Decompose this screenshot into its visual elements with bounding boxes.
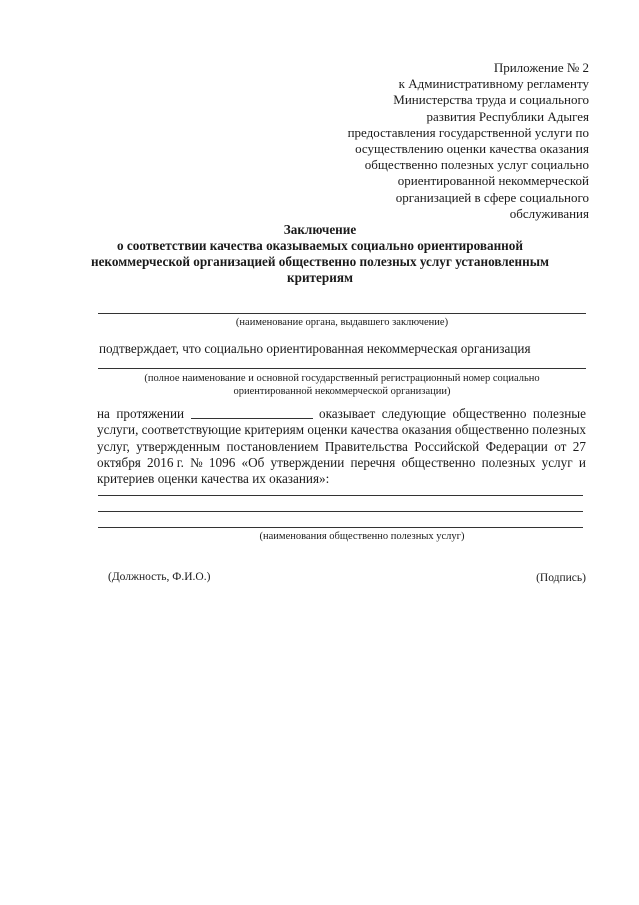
paragraph-word: № [190, 454, 203, 470]
paragraph-word: «Об [241, 454, 265, 470]
paragraph-word: 27 [572, 438, 586, 454]
appendix-line: осуществлению оценки качества оказания [355, 141, 589, 157]
paragraph-word: перечня [350, 454, 396, 470]
paragraph-word: оказания [401, 422, 452, 438]
paragraph-line [97, 471, 586, 487]
paragraph-line [97, 422, 586, 438]
paragraph-word: услуги, [97, 422, 139, 438]
paragraph-word: критериев оценки качества их оказания»: [97, 471, 330, 487]
organization-fill-line [98, 368, 586, 369]
organization-caption-line: ориентированной некоммерческой организации) [233, 386, 451, 397]
paragraph-word: общественно [452, 406, 527, 421]
paragraph-word: 1096 [208, 454, 236, 470]
paragraph-word: полезных [481, 454, 536, 470]
paragraph-word: общественно [454, 422, 529, 438]
paragraph-word: услуг, [97, 438, 130, 454]
services-fill-line [98, 495, 583, 496]
paragraph-word: и [578, 454, 586, 470]
paragraph-word: общественно [401, 454, 476, 470]
paragraph-word: постановлением [226, 438, 319, 454]
appendix-line: предоставления государственной услуги по [347, 124, 589, 140]
services-paragraph [97, 406, 586, 487]
paragraph-word: качества [350, 422, 399, 438]
paragraph-word: полезные [532, 406, 586, 421]
paragraph-word: утвержденным [136, 438, 221, 454]
title-line: Заключение [283, 222, 357, 237]
paragraph-line [97, 439, 586, 455]
appendix-line: Приложение № 2 [493, 60, 589, 75]
paragraph-word: полезных [532, 422, 586, 438]
paragraph-word: услуг [541, 454, 573, 470]
paragraph-word: Федерации [485, 438, 548, 454]
paragraph-word: утверждении [270, 454, 345, 470]
paragraph-word: соответствующие [141, 422, 242, 438]
appendix-line: Министерства труда и социального [393, 92, 589, 108]
appendix-line: развития Республики Адыгея [426, 108, 589, 124]
issuer-caption: (наименование органа, выдавшего заключение) [235, 317, 449, 328]
signature-label: (Подпись) [536, 572, 586, 584]
paragraph-line [97, 455, 586, 471]
paragraph-word: Правительства [324, 438, 408, 454]
paragraph-word: на [97, 406, 110, 421]
paragraph-line [97, 406, 586, 422]
confirms-text: подтверждает, что социально ориентированная некоммерческая организация [99, 341, 531, 356]
title-line: некоммерческой организацией общественно полезных услуг установленным [90, 254, 550, 269]
period-blank [191, 406, 313, 419]
services-fill-line [98, 527, 583, 528]
paragraph-word: критериям [244, 422, 305, 438]
paragraph-word: следующие [381, 406, 447, 421]
paragraph-word: оказывает [318, 406, 376, 421]
services-fill-line [98, 511, 583, 512]
appendix-line: общественно полезных услуг социально [364, 157, 589, 173]
appendix-line: к Административному регламенту [398, 76, 589, 92]
paragraph-word: 2016 г. [147, 454, 184, 470]
title-line: о соответствии качества оказываемых социально ориентированной [117, 238, 523, 253]
services-caption: (наименования общественно полезных услуг) [259, 531, 465, 542]
appendix-line: организацией в сфере социального [395, 189, 589, 205]
title-line: критериям [287, 270, 353, 285]
paragraph-word: протяжении [116, 406, 185, 421]
paragraph-word: октября [97, 454, 141, 470]
position-label: (Должность, Ф.И.О.) [108, 571, 211, 583]
document-title [80, 222, 560, 286]
appendix-line: ориентированной некоммерческой [397, 173, 589, 189]
appendix-line: обслуживания [509, 205, 589, 221]
paragraph-word: Российской [414, 438, 480, 454]
appendix-header [289, 60, 589, 222]
issuer-fill-line [98, 313, 586, 314]
paragraph-word: от [554, 438, 567, 454]
organization-caption-line: (полное наименование и основной государственный регистрационный номер социально [144, 373, 540, 384]
organization-caption [98, 372, 586, 398]
paragraph-word: оценки [307, 422, 348, 438]
